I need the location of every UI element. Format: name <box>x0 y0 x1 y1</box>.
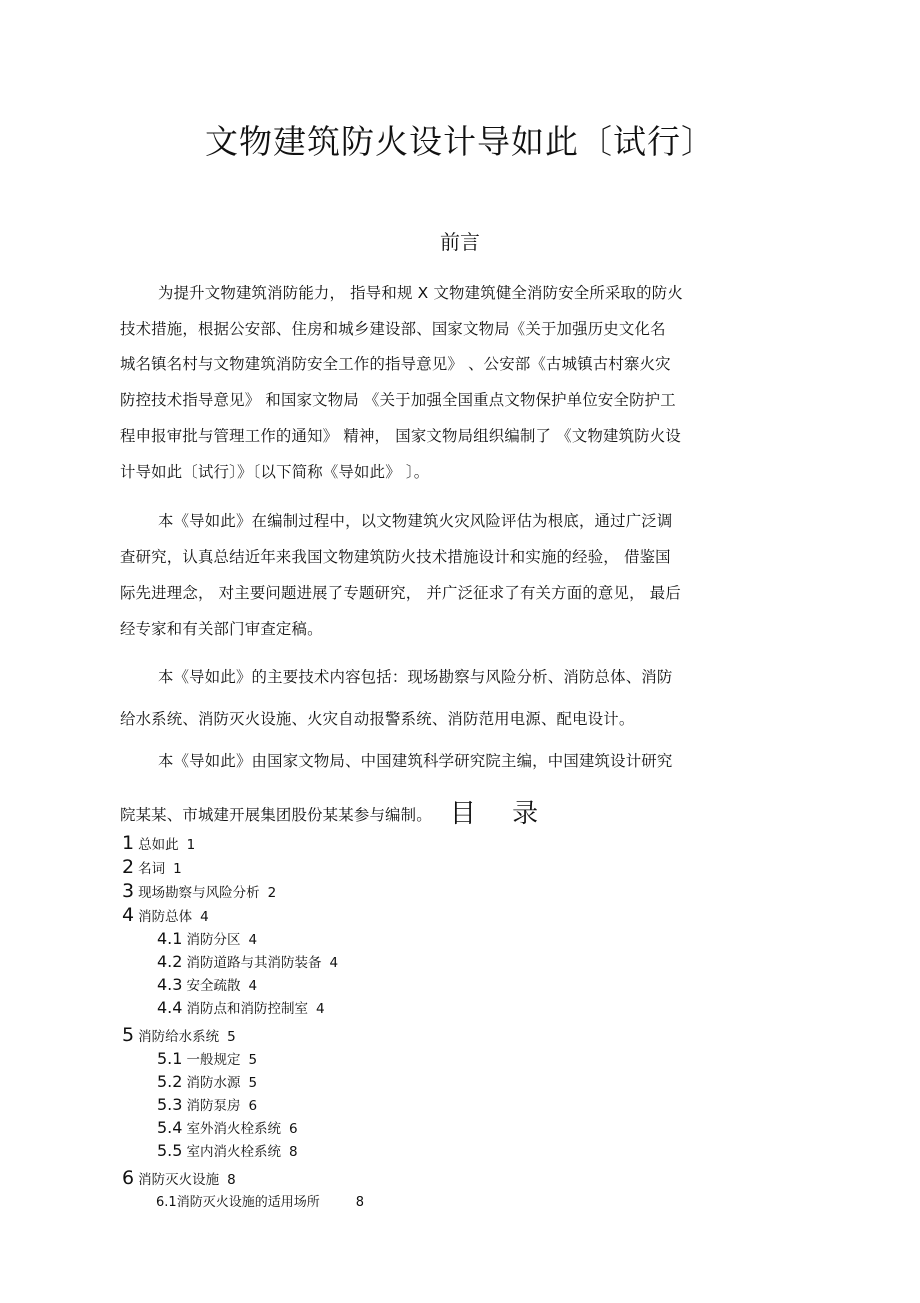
toc-label: 消防总体 <box>138 909 193 925</box>
toc-label: 消防分区 <box>186 932 241 948</box>
toc-page: 4 <box>315 1001 325 1017</box>
paragraph-line: 计导如此〔试行〕》〔以下简称《导如此》 〕。 <box>120 463 430 481</box>
toc-number: 5.1 <box>157 1049 183 1068</box>
toc-label: 室内消火栓系统 <box>186 1144 281 1160</box>
paragraph-line: 技术措施，根据公安部、住房和城乡建设部、国家文物局《关于加强历史文化名 <box>120 320 666 338</box>
toc-number: 5.5 <box>157 1141 183 1160</box>
toc-label: 现场勘察与风险分析 <box>138 885 260 901</box>
toc-entry[interactable] <box>157 1117 298 1137</box>
toc-label: 消防给水系统 <box>138 1029 220 1045</box>
toc-page: 2 <box>267 885 277 901</box>
toc-entry[interactable] <box>157 997 325 1017</box>
toc-entry[interactable] <box>122 856 182 878</box>
toc-page: 6 <box>288 1121 298 1137</box>
paragraph-line: 防控技术指导意见》 和国家文物局 《关于加强全国重点文物保护单位安全防护工 <box>120 391 676 409</box>
toc-number: 4.4 <box>157 998 183 1017</box>
toc-entry[interactable] <box>157 1048 257 1068</box>
paragraph-line: 院某某、市城建开展集团股份某某参与编制。 目 录 <box>120 799 553 829</box>
toc-entry[interactable] <box>157 1094 257 1114</box>
toc-page: 5 <box>227 1029 236 1045</box>
toc-number: 3 <box>122 880 135 902</box>
toc-entry[interactable] <box>157 1071 257 1091</box>
toc-label: 安全疏散 <box>186 978 241 994</box>
toc-number: 5.2 <box>157 1072 183 1091</box>
toc-number: 5 <box>122 1024 135 1046</box>
toc-heading: 目 录 <box>449 799 553 829</box>
paragraph-line: 城名镇名村与文物建筑消防安全工作的指导意见》 、公安部《古城镇古村寨火灾 <box>120 355 671 373</box>
toc-entry[interactable] <box>122 880 276 902</box>
toc-entry[interactable] <box>122 1167 236 1189</box>
toc-entry[interactable] <box>157 974 257 994</box>
toc-number: 6 <box>122 1167 135 1189</box>
preface-heading: 前言 <box>440 230 480 254</box>
toc-label: 消防水源 <box>186 1075 241 1091</box>
toc-page: 8 <box>227 1172 236 1188</box>
toc-entry[interactable] <box>157 951 338 971</box>
toc-label: 消防道路与其消防装备 <box>186 955 322 971</box>
paragraph-line: 查研究，认真总结近年来我国文物建筑防火技术措施设计和实施的经验， 借鉴国 <box>120 548 671 566</box>
toc-entry[interactable] <box>122 832 195 854</box>
toc-page: 5 <box>248 1075 258 1091</box>
paragraph-line: 本《导如此》在编制过程中，以文物建筑火灾风险评估为根底，通过广泛调 <box>158 512 673 530</box>
toc-number: 5.4 <box>157 1118 183 1137</box>
paragraph-line: 际先进理念， 对主要问题进展了专题研究， 并广泛征求了有关方面的意见， 最后 <box>120 584 681 602</box>
toc-entry[interactable] <box>156 1191 364 1210</box>
toc-entry[interactable] <box>122 904 209 926</box>
paragraph-line: 本《导如此》的主要技术内容包括：现场勘察与风险分析、消防总体、消防 <box>158 668 673 686</box>
toc-label: 消防灭火设施的适用场所 <box>176 1195 320 1210</box>
toc-page: 4 <box>248 932 258 948</box>
toc-page: 4 <box>200 909 209 925</box>
toc-number: 6.1 <box>156 1195 177 1210</box>
paragraph-line: 经专家和有关部门审查定稿。 <box>120 620 323 638</box>
toc-label: 消防点和消防控制室 <box>186 1001 308 1017</box>
toc-number: 4 <box>122 904 135 926</box>
toc-page: 4 <box>248 978 258 994</box>
toc-number: 2 <box>122 856 135 878</box>
toc-label: 室外消火栓系统 <box>186 1121 281 1137</box>
toc-label: 总如此 <box>138 837 179 853</box>
toc-page: 8 <box>288 1144 298 1160</box>
toc-number: 1 <box>122 832 135 854</box>
paragraph-line: 给水系统、消防灭火设施、火灾自动报警系统、消防范用电源、配电设计。 <box>120 710 635 728</box>
toc-page: 1 <box>173 861 182 877</box>
toc-page: 5 <box>248 1052 258 1068</box>
toc-page: 6 <box>248 1098 258 1114</box>
toc-label: 名词 <box>138 861 166 877</box>
toc-number: 4.2 <box>157 952 183 971</box>
toc-label: 消防泵房 <box>186 1098 241 1114</box>
toc-page: 1 <box>186 837 196 853</box>
document-title: 文物建筑防火设计导如此〔试行〕 <box>205 122 715 161</box>
paragraph-line: 本《导如此》由国家文物局、中国建筑科学研究院主编，中国建筑设计研究 <box>158 752 673 770</box>
toc-entry[interactable] <box>122 1024 236 1046</box>
toc-label: 消防灭火设施 <box>138 1172 220 1188</box>
toc-number: 4.1 <box>157 929 183 948</box>
toc-entry[interactable] <box>157 1140 298 1160</box>
paragraph-line: 程申报审批与管理工作的通知》 精神， 国家文物局组织编制了 《文物建筑防火设 <box>120 427 681 445</box>
toc-entry[interactable] <box>157 928 257 948</box>
toc-label: 一般规定 <box>186 1052 241 1068</box>
toc-number: 4.3 <box>157 975 183 994</box>
toc-number: 5.3 <box>157 1095 183 1114</box>
paragraph-line: 为提升文物建筑消防能力， 指导和规 X 文物建筑健全消防安全所采取的防火 <box>158 284 683 302</box>
toc-page: 4 <box>329 955 339 971</box>
toc-page: 8 <box>355 1195 364 1210</box>
